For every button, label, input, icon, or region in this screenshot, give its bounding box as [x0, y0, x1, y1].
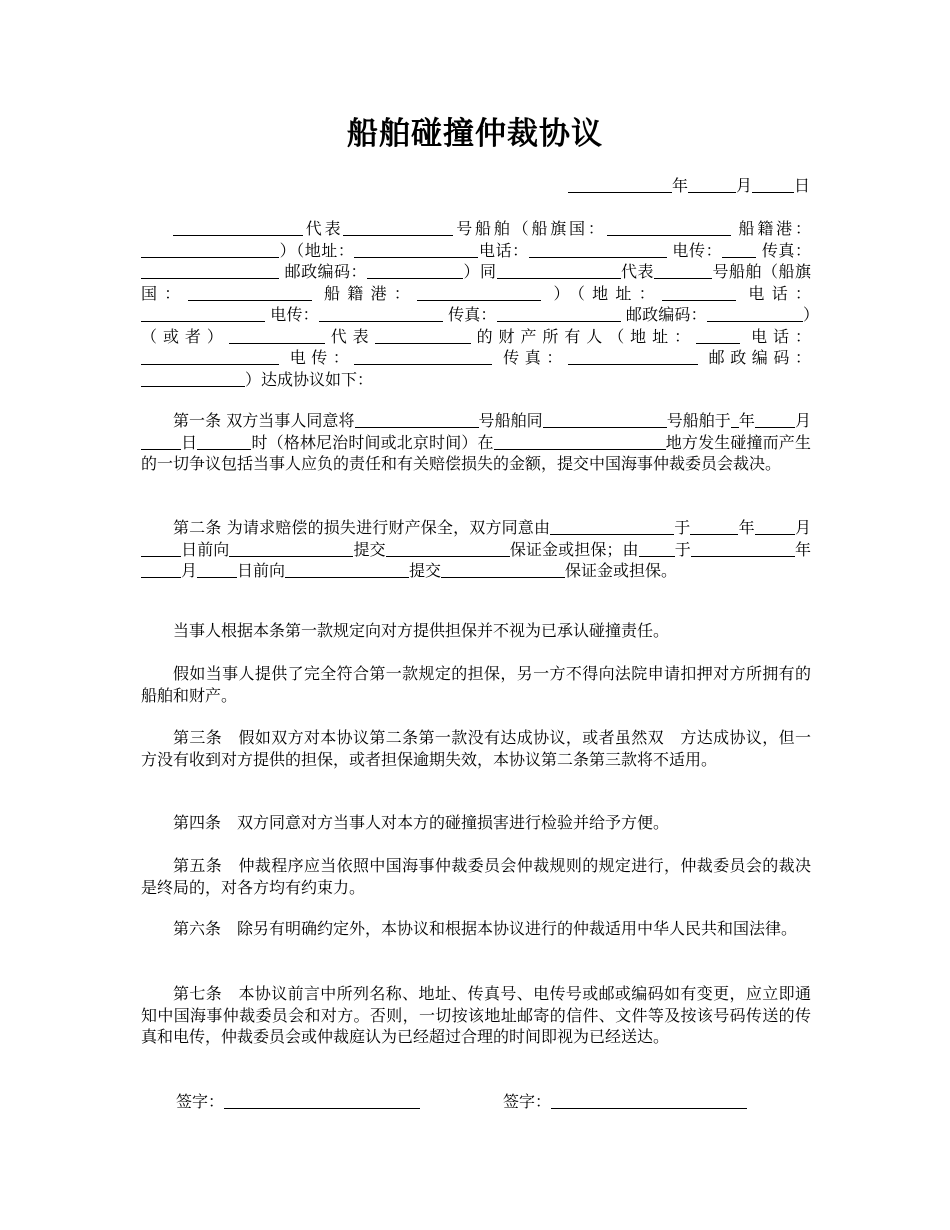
- preamble-text: 电话：: [751, 326, 811, 346]
- preamble-text: 电传：: [289, 348, 355, 367]
- article-text: 月: [181, 561, 198, 580]
- preamble-text: ）（地址：: [553, 283, 663, 303]
- party-b-blank[interactable]: [497, 263, 621, 279]
- month-label: 月: [735, 176, 752, 195]
- preamble-text: 代表: [303, 219, 344, 238]
- page-title: 船舶碰撞仲裁协议: [347, 116, 603, 152]
- preamble-text: 船籍港：: [323, 283, 418, 303]
- article-text: 提交: [353, 539, 386, 559]
- day-blank[interactable]: [197, 562, 237, 578]
- fax-blank[interactable]: [141, 263, 279, 279]
- postcode-blank[interactable]: [141, 371, 245, 387]
- phone-blank[interactable]: [141, 349, 279, 365]
- article-text: 月: [794, 518, 811, 537]
- party-a-ship-blank[interactable]: [343, 220, 453, 236]
- article-6: 第六条 除另有明确约定外，本协议和根据本协议进行的仲裁适用中华人民共和国法律。: [173, 919, 798, 938]
- signature-blank[interactable]: [224, 1093, 420, 1109]
- year-blank[interactable]: [690, 519, 738, 535]
- year-blank[interactable]: [568, 177, 672, 193]
- article-text: 年: [738, 518, 755, 537]
- preamble-text: 电话：: [748, 283, 811, 303]
- phone-blank[interactable]: [529, 242, 667, 258]
- preamble-paragraph: [141, 218, 811, 390]
- phone-blank[interactable]: [141, 306, 265, 322]
- signature-blank[interactable]: [551, 1093, 747, 1109]
- preamble-text: 邮政编码：: [625, 305, 707, 324]
- article-text: 第二条 为请求赔偿的损失进行财产保全，双方同意由: [173, 518, 551, 537]
- preamble-text: 号船舶（船旗国：: [453, 219, 607, 238]
- article-text: 第一条 双方当事人同意将: [173, 411, 355, 430]
- year-blank[interactable]: [731, 412, 739, 428]
- signature-label: 签字：: [503, 1092, 552, 1111]
- day-blank[interactable]: [141, 541, 181, 557]
- fax-blank[interactable]: [497, 306, 621, 322]
- recipient-blank[interactable]: [229, 541, 353, 557]
- telex-blank[interactable]: [354, 349, 492, 365]
- article-7: 第七条 本协议前言中所列名称、地址、传真号、电传号或邮或编码如有变更，应立即通知中国海事仲裁委员会和对方。否则，一切按该地址邮寄的信件、文件等及按该号码传送的传真和电传，仲裁委员会或仲裁庭认为已经超过合理的时间即视为已经送达。: [141, 984, 811, 1046]
- preamble-text: 传真：: [448, 305, 497, 324]
- preamble-text: 传真：: [503, 348, 568, 367]
- telex-blank[interactable]: [722, 242, 756, 258]
- preamble-text: 代表: [620, 262, 655, 281]
- article-2: [141, 517, 811, 582]
- article-text: 时（格林尼治时间或北京时间）在: [251, 432, 494, 452]
- signature-label: 签字：: [176, 1092, 225, 1111]
- article-text: 号船舶于: [666, 411, 731, 430]
- telex-blank[interactable]: [319, 306, 443, 322]
- party-a-blank[interactable]: [173, 220, 303, 236]
- address-blank[interactable]: [662, 285, 736, 301]
- party-b-ship-blank[interactable]: [654, 263, 712, 279]
- clause-paragraph: 假如当事人提供了完全符合第一款规定的担保，另一方不得向法院申请扣押对方所拥有的船舶和财产。: [141, 664, 811, 705]
- article-text: 保证金或担保；由: [509, 539, 639, 559]
- article-text: 于: [674, 539, 691, 559]
- article-text: 年: [794, 539, 811, 559]
- article-4: 第四条 双方同意对方当事人对本方的碰撞损害进行检验并给予方便。: [173, 813, 670, 832]
- article-text: 保证金或担保。: [565, 561, 678, 580]
- recipient-blank[interactable]: [285, 562, 409, 578]
- preamble-text: 电传：: [270, 305, 319, 324]
- article-text: 于: [674, 518, 691, 537]
- article-text: 日: [181, 432, 198, 452]
- article-text: 月: [794, 411, 811, 430]
- month-blank[interactable]: [755, 519, 795, 535]
- year-label: 年: [671, 176, 688, 195]
- preamble-text: 邮政编码：: [284, 262, 368, 281]
- month-blank[interactable]: [141, 562, 181, 578]
- article-3: 第三条 假如双方对本协议第二条第一款没有达成协议，或者虽然双 方达成协议，但一方没有收到对方提供的担保，或者担保逾期失效，本协议第二条第三款将不适用。: [141, 728, 811, 769]
- article-1: [141, 410, 811, 475]
- preamble-text: 邮政编码：: [708, 348, 811, 367]
- article-text: 年: [738, 411, 755, 430]
- date-line: [568, 175, 810, 197]
- ship-a-blank[interactable]: [355, 412, 479, 428]
- fax-blank[interactable]: [568, 349, 698, 365]
- amount-blank[interactable]: [441, 562, 565, 578]
- preamble-text: 传真：: [761, 240, 811, 260]
- port-of-registry-blank[interactable]: [417, 285, 541, 301]
- article-text: 日前向: [237, 561, 286, 580]
- day-label: 日: [793, 176, 810, 195]
- amount-blank[interactable]: [386, 541, 510, 557]
- ship-b-blank[interactable]: [543, 412, 667, 428]
- preamble-text: ）同: [463, 262, 497, 281]
- preamble-text: ）达成协议如下：: [245, 369, 374, 389]
- day-blank[interactable]: [752, 177, 794, 193]
- guarantor-blank[interactable]: [639, 541, 675, 557]
- flag-state-blank[interactable]: [607, 220, 731, 236]
- article-text: 地方发生碰撞而产生的一切争议包括当事人应负的责任和有关赔偿损失的金额，提交中国海事仲裁委员会裁决。: [141, 432, 811, 473]
- guarantor-blank[interactable]: [550, 519, 674, 535]
- owner-agent-blank[interactable]: [229, 328, 325, 344]
- address-blank[interactable]: [696, 328, 740, 344]
- location-blank[interactable]: [494, 434, 666, 450]
- postcode-blank[interactable]: [367, 263, 463, 279]
- day-blank[interactable]: [141, 434, 181, 450]
- preamble-text: 船籍港：: [738, 219, 811, 238]
- postcode-blank[interactable]: [707, 306, 803, 322]
- preamble-text: ）（地址：: [279, 240, 355, 260]
- signature-left: [176, 1091, 420, 1113]
- preamble-text: 电传：: [672, 240, 723, 260]
- signature-right: [503, 1091, 747, 1113]
- article-text: 号船舶同: [478, 411, 543, 430]
- port-of-registry-blank[interactable]: [141, 242, 279, 258]
- preamble-text: 的财产所有人（地址：: [470, 326, 697, 346]
- article-text: 日前向: [181, 539, 230, 559]
- year-blank[interactable]: [691, 541, 795, 557]
- preamble-text: 电话：: [478, 240, 529, 260]
- month-blank[interactable]: [755, 412, 795, 428]
- article-5: 第五条 仲裁程序应当依照中国海事仲裁委员会仲裁规则的规定进行，仲裁委员会的裁决是终局的，对各方均有约束力。: [141, 856, 811, 897]
- address-blank[interactable]: [354, 242, 478, 258]
- flag-state-blank[interactable]: [188, 285, 312, 301]
- property-owner-blank[interactable]: [375, 328, 471, 344]
- article-text: 提交: [409, 561, 442, 580]
- hour-blank[interactable]: [197, 434, 251, 450]
- preamble-text: 号船舶（船旗国：: [141, 262, 811, 303]
- clause-paragraph: 当事人根据本条第一款规定向对方提供担保并不视为已承认碰撞责任。: [173, 621, 670, 640]
- preamble-text: 代表: [324, 326, 375, 346]
- month-blank[interactable]: [688, 177, 736, 193]
- preamble-text: ）（或者）: [141, 305, 811, 346]
